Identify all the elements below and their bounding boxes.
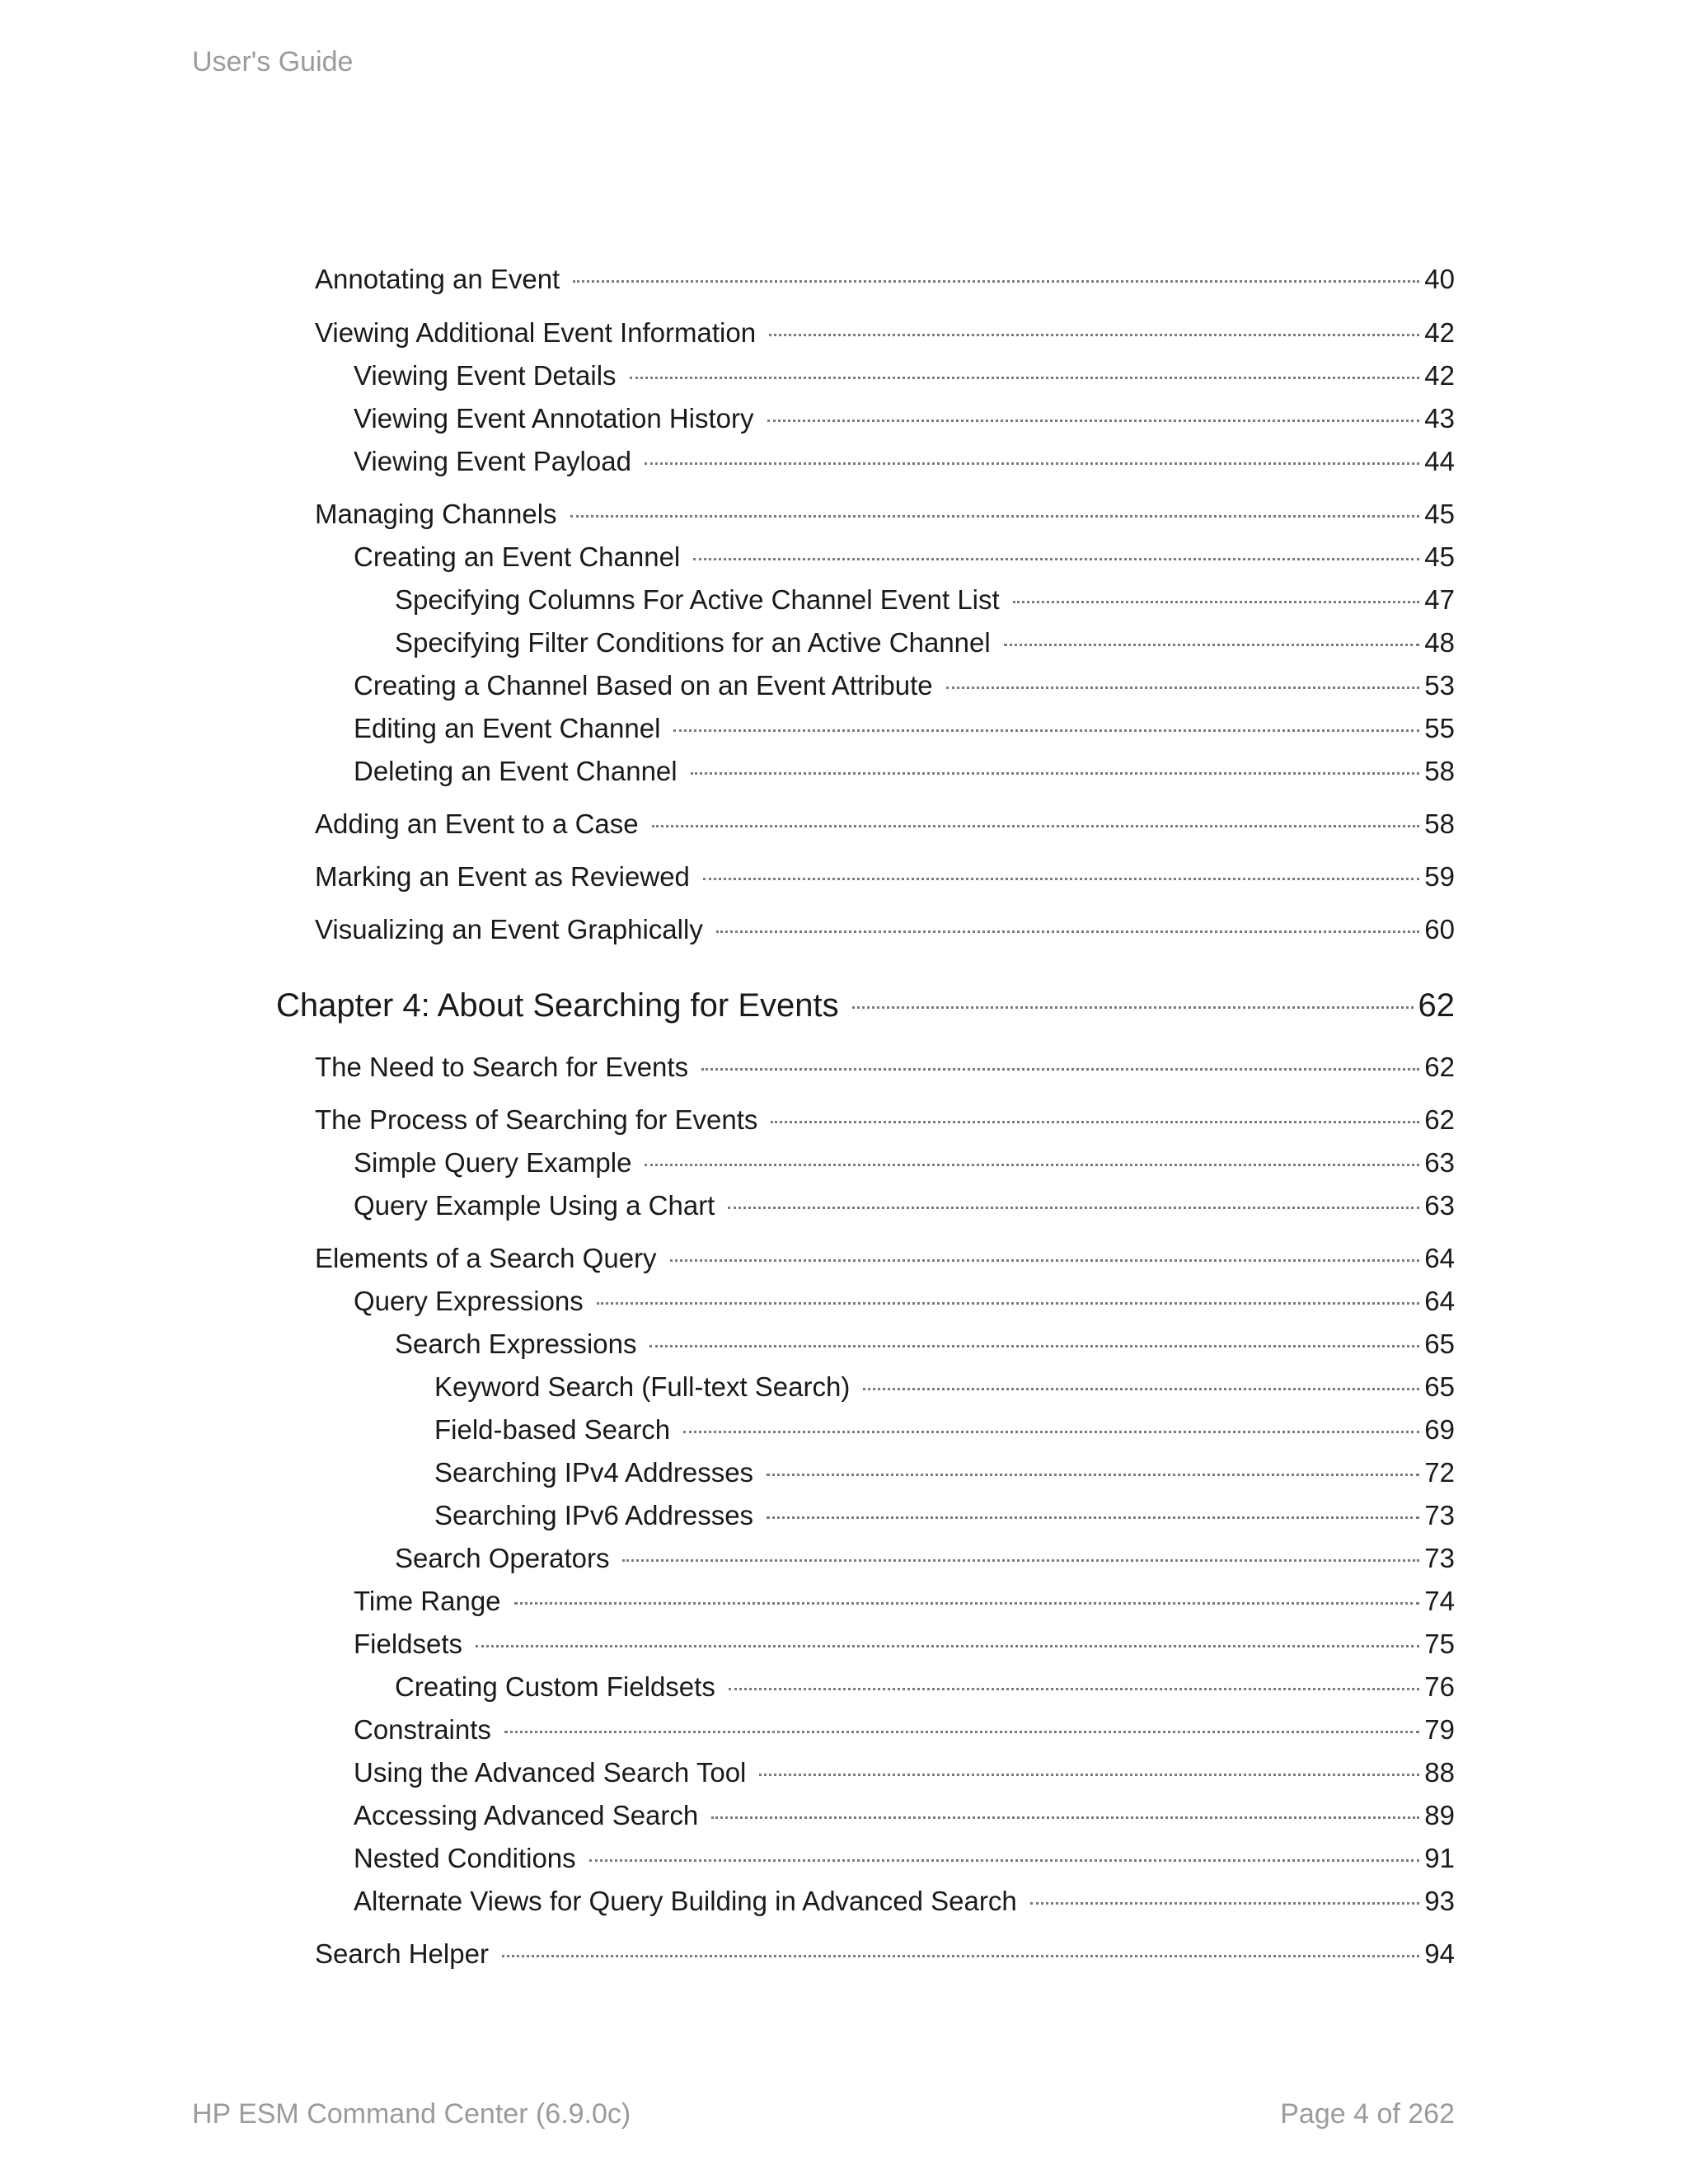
- toc-entry-title: Search Expressions: [395, 1329, 637, 1359]
- dot-leader: [769, 334, 1419, 336]
- toc-entry[interactable]: [434, 1500, 1455, 1531]
- toc-entry-page: 58: [1424, 756, 1455, 786]
- toc-entry-page: 91: [1424, 1843, 1455, 1873]
- toc-entry-page: 72: [1424, 1457, 1455, 1488]
- toc-entry-title: Fieldsets: [354, 1629, 463, 1659]
- toc-entry-title: Constraints: [354, 1714, 491, 1745]
- dot-leader: [683, 1431, 1419, 1433]
- toc-entry[interactable]: [315, 914, 1455, 945]
- toc-entry-title: Elements of a Search Query: [315, 1243, 657, 1273]
- toc-entry-title: The Process of Searching for Events: [315, 1104, 758, 1135]
- toc-entry[interactable]: [315, 861, 1455, 893]
- toc-entry-page: 42: [1424, 360, 1455, 391]
- toc-entry[interactable]: [354, 1714, 1455, 1746]
- toc-entry-title: Creating an Event Channel: [354, 541, 681, 572]
- toc-entry-page: 45: [1424, 541, 1455, 572]
- toc-entry-page: 73: [1424, 1500, 1455, 1530]
- toc-entry-page: 65: [1424, 1371, 1455, 1402]
- toc-entry-page: 63: [1424, 1190, 1455, 1221]
- dot-leader: [728, 1207, 1419, 1209]
- toc-entry-page: 74: [1424, 1586, 1455, 1616]
- dot-leader: [1013, 601, 1420, 603]
- toc-entry-title: Search Helper: [315, 1938, 489, 1969]
- toc-entry-page: 73: [1424, 1543, 1455, 1573]
- toc-entry[interactable]: [354, 1147, 1455, 1179]
- toc-entry-title: Specifying Columns For Active Channel Event List: [395, 584, 1000, 615]
- toc-entry-title: Deleting an Event Channel: [354, 756, 678, 786]
- toc-entry-page: 40: [1424, 264, 1455, 294]
- dot-leader: [589, 1859, 1420, 1862]
- dot-leader: [645, 462, 1419, 465]
- toc-entry-page: 42: [1424, 317, 1455, 348]
- toc-entry-page: 76: [1424, 1671, 1455, 1702]
- toc-entry-title: Nested Conditions: [354, 1843, 576, 1873]
- dot-leader: [701, 1068, 1419, 1071]
- toc-entry[interactable]: [354, 1800, 1455, 1831]
- toc-entry-page: 63: [1424, 1147, 1455, 1178]
- dot-leader: [691, 772, 1420, 775]
- toc-chapter-entry[interactable]: [276, 987, 1455, 1024]
- dot-leader: [630, 377, 1420, 379]
- toc-entry[interactable]: [395, 584, 1455, 616]
- toc-entry-title: Marking an Event as Reviewed: [315, 861, 690, 892]
- toc-entry[interactable]: [315, 1243, 1455, 1274]
- toc-entry-title: Accessing Advanced Search: [354, 1800, 699, 1830]
- toc-entry-page: 62: [1424, 1052, 1455, 1082]
- footer-page-number: Page 4 of 262: [1280, 2098, 1455, 2130]
- toc-entry-title: Simple Query Example: [354, 1147, 632, 1178]
- toc-entry[interactable]: [354, 1843, 1455, 1874]
- dot-leader: [716, 930, 1419, 933]
- toc-entry[interactable]: [315, 808, 1455, 840]
- toc-entry[interactable]: [434, 1371, 1455, 1403]
- toc-entry-page: 93: [1424, 1886, 1455, 1916]
- dot-leader: [1030, 1902, 1420, 1905]
- toc-entry[interactable]: [354, 756, 1455, 787]
- toc-entry-title: Annotating an Event: [315, 264, 560, 294]
- toc-entry-page: 89: [1424, 1800, 1455, 1830]
- toc-entry-title: Query Example Using a Chart: [354, 1190, 715, 1221]
- toc-entry-page: 88: [1424, 1757, 1455, 1788]
- toc-entry-page: 43: [1424, 403, 1455, 434]
- dot-leader: [649, 1345, 1419, 1347]
- dot-leader: [703, 878, 1419, 880]
- toc-entry-page: 47: [1424, 584, 1455, 615]
- toc-entry-title: Chapter 4: About Searching for Events: [276, 987, 839, 1024]
- toc-entry-title: Keyword Search (Full-text Search): [434, 1371, 851, 1402]
- toc-entry[interactable]: [354, 1190, 1455, 1221]
- toc-entry-title: Searching IPv6 Addresses: [434, 1500, 754, 1530]
- toc-entry-page: 79: [1424, 1714, 1455, 1745]
- dot-leader: [767, 1474, 1419, 1476]
- toc-entry[interactable]: [395, 1329, 1455, 1360]
- toc-entry[interactable]: [315, 1104, 1455, 1136]
- dot-leader: [771, 1121, 1419, 1123]
- dot-leader: [767, 1516, 1419, 1519]
- dot-leader: [693, 558, 1419, 560]
- toc-entry-page: 64: [1424, 1243, 1455, 1273]
- toc-entry-page: 48: [1424, 627, 1455, 658]
- toc-entry-title: Field-based Search: [434, 1414, 671, 1445]
- toc-entry-title: Editing an Event Channel: [354, 713, 661, 743]
- toc-entry-page: 59: [1424, 861, 1455, 892]
- dot-leader: [759, 1774, 1419, 1776]
- toc-entry-title: Viewing Event Details: [354, 360, 617, 391]
- dot-leader: [645, 1164, 1419, 1166]
- dot-leader: [946, 687, 1420, 689]
- dot-leader: [673, 729, 1419, 732]
- toc-entry-page: 55: [1424, 713, 1455, 743]
- toc-entry[interactable]: [315, 264, 1455, 295]
- toc-entry-page: 58: [1424, 808, 1455, 839]
- toc-entry[interactable]: [315, 1938, 1455, 1970]
- toc-entry[interactable]: [354, 1757, 1455, 1788]
- toc-entry[interactable]: [354, 1886, 1455, 1917]
- toc-entry[interactable]: [354, 360, 1455, 391]
- toc-entry[interactable]: [354, 446, 1455, 477]
- dot-leader: [504, 1731, 1419, 1733]
- toc-entry-title: Visualizing an Event Graphically: [315, 914, 703, 944]
- toc-entry-title: Searching IPv4 Addresses: [434, 1457, 754, 1488]
- toc-entry-title: Viewing Additional Event Information: [315, 317, 757, 348]
- dot-leader: [570, 515, 1420, 518]
- toc-entry[interactable]: [395, 1543, 1455, 1574]
- toc-entry[interactable]: [395, 1671, 1455, 1703]
- toc-entry-page: 60: [1424, 914, 1455, 944]
- toc-entry-title: Creating Custom Fieldsets: [395, 1671, 715, 1702]
- dot-leader: [767, 419, 1420, 422]
- toc-entry[interactable]: [354, 541, 1455, 573]
- toc-entry-page: 62: [1418, 987, 1455, 1024]
- dot-leader: [622, 1559, 1419, 1562]
- dot-leader: [729, 1688, 1419, 1690]
- toc-entry[interactable]: [315, 1052, 1455, 1083]
- toc-entry-title: Specifying Filter Conditions for an Active Channel: [395, 627, 991, 658]
- toc-entry[interactable]: [434, 1414, 1455, 1446]
- footer-product: HP ESM Command Center (6.9.0c): [192, 2098, 631, 2130]
- dot-leader: [852, 1006, 1414, 1009]
- dot-leader: [711, 1816, 1419, 1819]
- toc-entry[interactable]: [354, 1586, 1455, 1617]
- dot-leader: [652, 825, 1420, 827]
- toc-entry-page: 45: [1424, 499, 1455, 529]
- dot-leader: [476, 1645, 1419, 1647]
- dot-leader: [502, 1955, 1419, 1957]
- toc-entry-title: The Need to Search for Events: [315, 1052, 689, 1082]
- toc-entry-page: 64: [1424, 1286, 1455, 1316]
- toc-entry-title: Alternate Views for Query Building in Advanced Search: [354, 1886, 1017, 1916]
- dot-leader: [514, 1602, 1420, 1605]
- toc-entry-title: Time Range: [354, 1586, 501, 1616]
- toc-entry-title: Search Operators: [395, 1543, 610, 1573]
- dot-leader: [573, 280, 1419, 283]
- running-header: User's Guide: [192, 46, 354, 77]
- toc-entry-title: Viewing Event Annotation History: [354, 403, 754, 434]
- toc-entry[interactable]: [434, 1457, 1455, 1488]
- toc-entry-title: Managing Channels: [315, 499, 557, 529]
- toc-entry[interactable]: [354, 670, 1455, 701]
- dot-leader: [670, 1259, 1420, 1262]
- toc-entry-title: Using the Advanced Search Tool: [354, 1757, 747, 1788]
- toc-entry-page: 53: [1424, 670, 1455, 701]
- dot-leader: [597, 1302, 1420, 1305]
- toc-entry-title: Query Expressions: [354, 1286, 584, 1316]
- toc-entry-title: Creating a Channel Based on an Event Attribute: [354, 670, 933, 701]
- toc-entry[interactable]: [395, 627, 1455, 658]
- toc-entry-page: 69: [1424, 1414, 1455, 1445]
- toc-entry[interactable]: [354, 403, 1455, 434]
- toc-entry[interactable]: [354, 1286, 1455, 1317]
- toc-entry-page: 62: [1424, 1104, 1455, 1135]
- toc-entry-page: 94: [1424, 1938, 1455, 1969]
- dot-leader: [863, 1388, 1419, 1390]
- toc-entry-page: 44: [1424, 446, 1455, 476]
- toc-entry-title: Adding an Event to a Case: [315, 808, 639, 839]
- toc-entry[interactable]: [354, 1629, 1455, 1660]
- toc-entry[interactable]: [315, 499, 1455, 530]
- dot-leader: [1004, 644, 1420, 646]
- toc-entry[interactable]: [315, 317, 1455, 349]
- toc-entry-page: 65: [1424, 1329, 1455, 1359]
- toc-entry-page: 75: [1424, 1629, 1455, 1659]
- toc-entry-title: Viewing Event Payload: [354, 446, 631, 476]
- toc-entry[interactable]: [354, 713, 1455, 744]
